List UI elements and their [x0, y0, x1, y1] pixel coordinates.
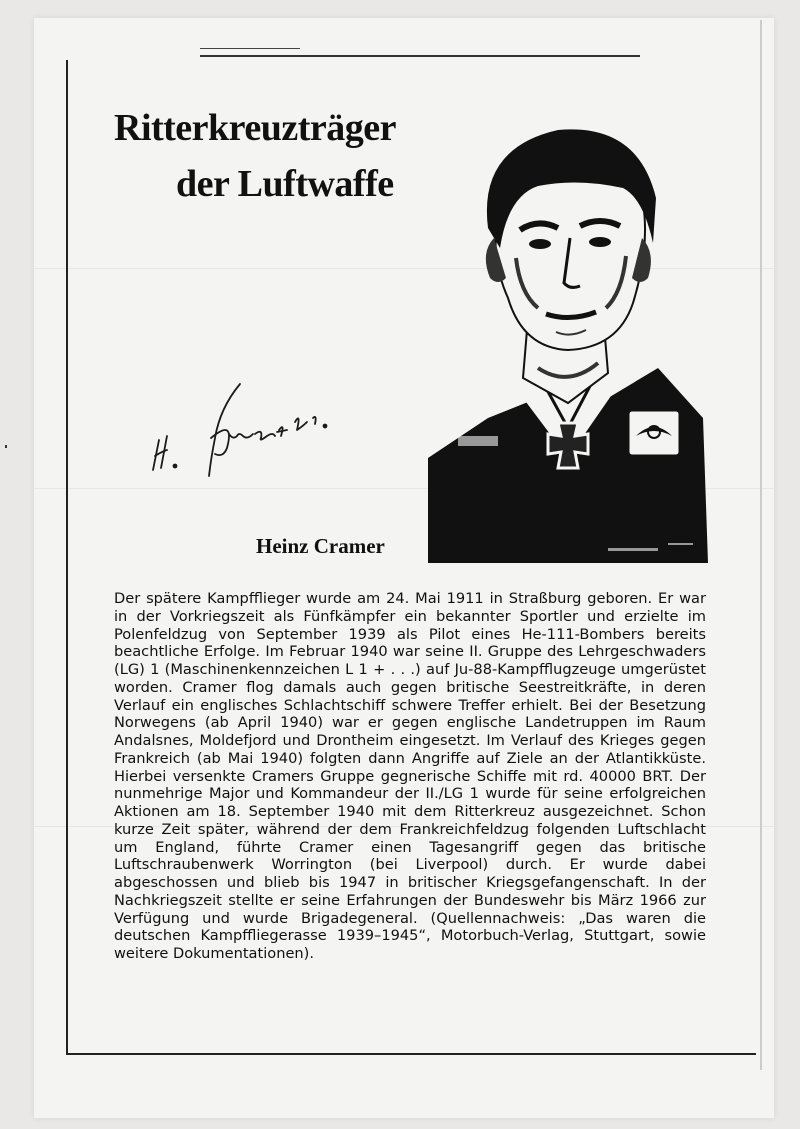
frame-border-top-short	[200, 48, 300, 49]
person-name: Heinz Cramer	[256, 534, 385, 558]
portrait-photo	[428, 118, 708, 563]
title-line-2: der Luftwaffe	[176, 163, 394, 205]
page-title	[100, 100, 420, 212]
frame-border-left	[66, 60, 68, 1055]
paper-edge	[760, 20, 762, 1070]
biography-paragraph: Der spätere Kampfflieger wurde am 24. Mai 1911 in Straßburg geboren. Er war in der Vorkriegszeit als Fünfkämpfer ein bekannter Sportler und erzielte im Polenfeldzug von September 1939 als Pilot eines He-111-Bombers bereits beachtliche Erfolge. Im Februar 1940 war seine II. Gruppe des Lehrgeschwaders (LG) 1 (Maschinenkennzeichen L 1 + . . .) auf Ju-88-Kampfflugzeuge umgerüstet worden. Cramer flog damals auch gegen britische Seestreitkräfte, in deren Verlauf ein englisches Schlachtschiff schwere Treffer erhielt. Bei der Besetzung Norwegens (ab April 1940) war er gegen englische Landetruppen im Raum Andalsnes, Moldefjord und Drontheim eingesetzt. Im Verlauf des Krieges gegen Frankreich (ab Mai 1940) folgten dann Angriffe auf Ziele an der Atlantikküste. Hierbei versenkte Cramers Gruppe gegnerische Schiffe mit rd. 40000 BRT. Der nunmehrige Major und Kommandeur der II./LG 1 wurde für seine erfolgreichen Aktionen am 18. September 1940 mit dem Ritterkreuz ausgezeichnet. Schon kurze Zeit später, während der dem Frankreichfeldzug folgenden Luftschlacht um England, führte Cramer einen Tagesangriff gegen das britische Luftschraubenwerk Worrington (bei Liverpool) durch. Er wurde dabei abgeschossen und blieb bis 1947 in britischer Kriegsgefangenschaft. In der Nachkriegszeit stellte er seine Erfahrungen der Bundeswehr bis März 1966 zur Verfügung und wurde Brigadegeneral. (Quellennachweis: „Das waren die deutschen Kampffliegerasse 1939–1945“, Motorbuch-Verlag, Stuttgart, sowie weitere Dokumentationen).	[114, 590, 706, 962]
biography-text	[114, 590, 706, 963]
frame-border-bottom	[66, 1053, 756, 1055]
signature	[145, 378, 355, 478]
frame-border-top	[200, 55, 640, 57]
title-line-1: Ritterkreuzträger	[114, 107, 396, 149]
paper-mark	[5, 445, 7, 448]
